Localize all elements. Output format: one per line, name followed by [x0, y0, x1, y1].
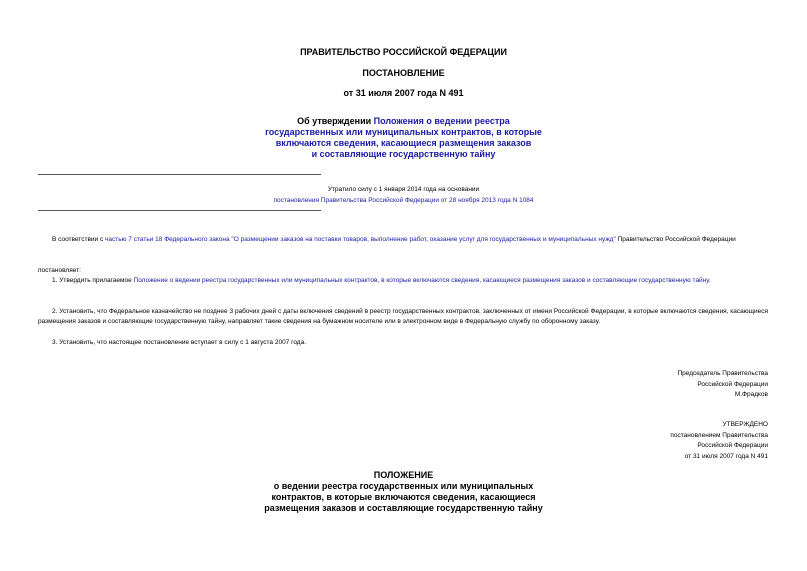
approved-line4: от 31 июля 2007 года N 491	[684, 452, 768, 460]
approved-line3: Российской Федерации	[697, 442, 768, 449]
regulation-line2: контрактов, в которые включаются сведения, касающиеся	[271, 492, 536, 502]
title-link-line1[interactable]: Положения о ведении реестра	[373, 116, 510, 126]
approved-line2: постановлением Правительства	[670, 431, 768, 439]
basis-link[interactable]: постановления Правительства Российской Федерации от 28 ноября 2013 года N 1084	[273, 197, 534, 204]
item1-suffix: .	[708, 277, 711, 284]
item-1	[38, 276, 768, 286]
regulation-line3: размещения заказов и составляющие государственную тайну	[264, 503, 543, 513]
signature-line3: М.Фрадков	[734, 391, 768, 398]
intro-paragraph	[38, 235, 768, 245]
approval-block	[670, 420, 768, 462]
regulation-heading	[200, 470, 607, 514]
document-date-number: от 31 июля 2007 года N 491	[343, 88, 464, 98]
document-title	[200, 116, 607, 160]
title-link-line3[interactable]: включаются сведения, касающиеся размещения заказов	[275, 138, 532, 148]
signature-line2: Российской Федерации	[697, 380, 768, 388]
intro-prefix: В соответствии с	[52, 236, 106, 243]
item1-prefix: 1. Утвердить прилагаемое	[52, 277, 134, 284]
approved-line1: УТВЕРЖДЕНО	[722, 421, 768, 428]
title-link-line2[interactable]: государственных или муниципальных контрактов, в которые	[265, 127, 542, 137]
item-3: 3. Установить, что настоящее постановление вступает в силу с 1 августа 2007 года.	[52, 339, 307, 346]
lost-force-note: Утратило силу с 1 января 2014 года на основании	[327, 186, 480, 193]
government-name: ПРАВИТЕЛЬСТВО РОССИЙСКОЙ ФЕДЕРАЦИИ	[300, 47, 507, 57]
divider-top	[38, 174, 321, 175]
title-link-line4[interactable]: и составляющие государственную тайну	[311, 149, 496, 159]
regulation-line1: о ведении реестра государственных или муниципальных	[273, 481, 534, 491]
item-2: 2. Установить, что Федеральное казначейство не позднее 3 рабочих дней с даты включения сведений в реестр государственных контрактов, заключенных от имени Российской Федерации, в которые включаются сведения, касающиеся размещения заказов и составляющие государственную тайну, направляет такие сведения на бумажном носителе или в электронном виде в Федеральную службу по оборонному заказу.	[38, 308, 768, 325]
regulation-link[interactable]: Положение о ведении реестра государственных или муниципальных контрактов, в которые включаются сведения, касающиеся размещения заказов и составляющие государственную тайну	[133, 277, 709, 284]
law-link[interactable]: частью 7 статьи 18 Федерального закона "О размещении заказов на поставки товаров, выполнение работ, оказание услуг для государственных и муниципальных нужд"	[105, 236, 616, 243]
regulation-title: ПОЛОЖЕНИЕ	[373, 470, 434, 480]
signature-block	[677, 369, 768, 401]
document-type: ПОСТАНОВЛЕНИЕ	[362, 68, 445, 78]
divider-bottom	[38, 210, 321, 211]
signature-line1: Председатель Правительства	[677, 370, 768, 377]
decides-text: постановляет:	[38, 267, 81, 274]
intro-suffix: Правительство Российской Федерации	[615, 236, 736, 243]
title-prefix: Об утверждении	[297, 116, 374, 126]
